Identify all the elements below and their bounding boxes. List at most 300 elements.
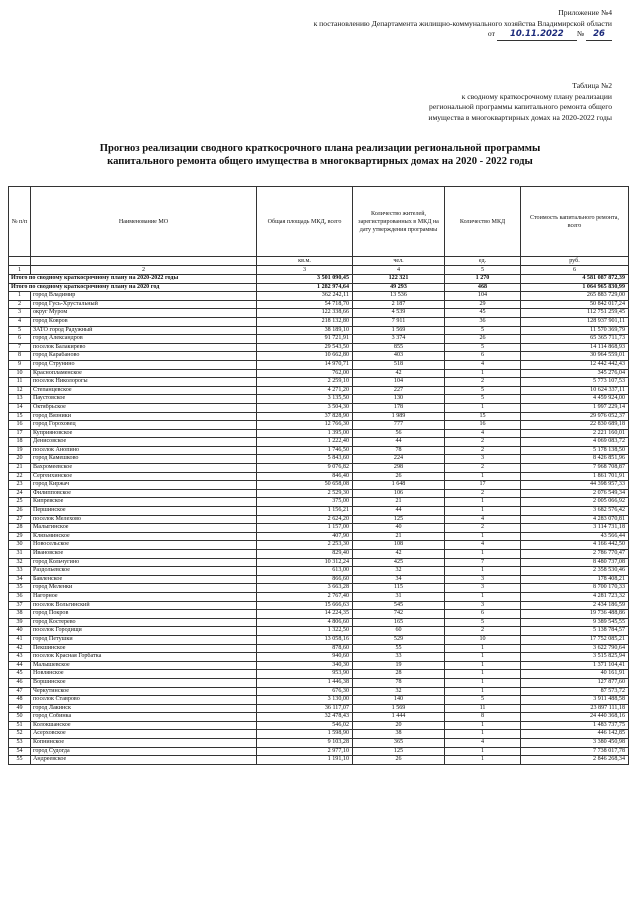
residents-cell: 20 bbox=[353, 721, 445, 730]
col-index: 6 bbox=[521, 266, 629, 275]
unit-residents: чел. bbox=[353, 257, 445, 266]
repair-cost-cell: 50 842 017,24 bbox=[521, 300, 629, 309]
table-row bbox=[9, 644, 629, 653]
municipality-name: город Гороховец bbox=[31, 421, 257, 430]
municipality-name: Новлянское bbox=[31, 670, 257, 679]
table-row bbox=[9, 687, 629, 696]
row-number: 11 bbox=[9, 378, 31, 387]
residents-cell: 1 444 bbox=[353, 713, 445, 722]
mkd-count-cell: 4 bbox=[445, 739, 521, 748]
table-row bbox=[9, 317, 629, 326]
mkd-count-cell: 17 bbox=[445, 481, 521, 490]
row-number: 3 bbox=[9, 309, 31, 318]
table-row bbox=[9, 661, 629, 670]
unit-cell bbox=[31, 257, 257, 266]
mkd-count-cell: 16 bbox=[445, 421, 521, 430]
mkd-count-cell: 1 bbox=[445, 670, 521, 679]
municipality-name: Черкутинское bbox=[31, 687, 257, 696]
total-area-cell: 15 666,63 bbox=[257, 601, 353, 610]
repair-cost-cell: 17 752 085,21 bbox=[521, 635, 629, 644]
unit-mkd: ед. bbox=[445, 257, 521, 266]
total-area-cell: 676,30 bbox=[257, 687, 353, 696]
municipality-name: Пекшинское bbox=[31, 644, 257, 653]
repair-cost-cell: 9 389 545,55 bbox=[521, 618, 629, 627]
municipality-name: поселок Вольгинский bbox=[31, 601, 257, 610]
mkd-count-cell: 5 bbox=[445, 395, 521, 404]
table-row bbox=[9, 326, 629, 335]
mkd-count-cell: 2 bbox=[445, 446, 521, 455]
mkd-count-cell: 1 bbox=[445, 567, 521, 576]
municipality-name: город Гусь-Хрустальный bbox=[31, 300, 257, 309]
total-area-cell: 613,00 bbox=[257, 567, 353, 576]
total-area-cell: 846,40 bbox=[257, 472, 353, 481]
table-row bbox=[9, 352, 629, 361]
residents-cell: 78 bbox=[353, 678, 445, 687]
residents-cell: 55 bbox=[353, 644, 445, 653]
repair-cost-cell: 2 221 160,01 bbox=[521, 429, 629, 438]
from-label: от bbox=[487, 29, 495, 38]
mkd-count-cell: 3 bbox=[445, 455, 521, 464]
repair-cost-cell: 44 398 957,33 bbox=[521, 481, 629, 490]
table-row bbox=[9, 481, 629, 490]
mkd-count-cell: 1 bbox=[445, 687, 521, 696]
repair-cost-cell: 3 682 576,42 bbox=[521, 507, 629, 516]
repair-cost-cell: 24 440 368,16 bbox=[521, 713, 629, 722]
mkd-count-cell: 8 bbox=[445, 713, 521, 722]
municipality-name: Колокшанское bbox=[31, 721, 257, 730]
municipality-name: Клязьминское bbox=[31, 532, 257, 541]
residents-cell: 1 648 bbox=[353, 481, 445, 490]
municipality-name: Октябрьское bbox=[31, 403, 257, 412]
total-area-cell: 32 478,43 bbox=[257, 713, 353, 722]
mkd-count-cell: 2 bbox=[445, 378, 521, 387]
total-row bbox=[9, 283, 629, 292]
mkd-count-cell: 15 bbox=[445, 412, 521, 421]
row-number: 34 bbox=[9, 575, 31, 584]
total-residents: 122 321 bbox=[353, 275, 445, 284]
municipality-name: поселок Красная Горбатка bbox=[31, 653, 257, 662]
municipality-name: город Струнино bbox=[31, 360, 257, 369]
table-row bbox=[9, 378, 629, 387]
unit-area: кв.м. bbox=[257, 257, 353, 266]
total-area-cell: 2 767,40 bbox=[257, 592, 353, 601]
residents-cell: 3 374 bbox=[353, 335, 445, 344]
total-area-cell: 122 338,66 bbox=[257, 309, 353, 318]
residents-cell: 777 bbox=[353, 421, 445, 430]
col-residents-header: Количество жителей, зарегистрированных в МКД на дату утверждения программы bbox=[353, 187, 445, 257]
table-row bbox=[9, 575, 629, 584]
row-number: 30 bbox=[9, 541, 31, 550]
row-number: 53 bbox=[9, 739, 31, 748]
row-number: 35 bbox=[9, 584, 31, 593]
table-body bbox=[9, 275, 629, 765]
mkd-count-cell: 6 bbox=[445, 610, 521, 619]
table-row bbox=[9, 696, 629, 705]
residents-cell: 529 bbox=[353, 635, 445, 644]
repair-cost-cell: 14 114 868,93 bbox=[521, 343, 629, 352]
total-area-cell: 14 224,35 bbox=[257, 610, 353, 619]
total-area-cell: 3 135,50 bbox=[257, 395, 353, 404]
mkd-count-cell: 1 bbox=[445, 472, 521, 481]
row-number: 54 bbox=[9, 747, 31, 756]
repair-cost-cell: 2 786 770,47 bbox=[521, 550, 629, 559]
repair-cost-cell: 1 861 701,91 bbox=[521, 472, 629, 481]
residents-cell: 518 bbox=[353, 360, 445, 369]
table-note bbox=[428, 81, 612, 123]
residents-cell: 298 bbox=[353, 464, 445, 473]
mkd-count-cell: 5 bbox=[445, 696, 521, 705]
table-row bbox=[9, 446, 629, 455]
decree-date-handwritten: 10.11.2022 bbox=[497, 29, 577, 41]
mkd-count-cell: 36 bbox=[445, 317, 521, 326]
municipality-name: город Киржач bbox=[31, 481, 257, 490]
total-area-cell: 1 598,90 bbox=[257, 730, 353, 739]
total-residents: 49 293 bbox=[353, 283, 445, 292]
table-row bbox=[9, 739, 629, 748]
row-number: 24 bbox=[9, 489, 31, 498]
repair-cost-cell: 4 459 924,00 bbox=[521, 395, 629, 404]
total-cost: 1 064 965 830,99 bbox=[521, 283, 629, 292]
total-area-cell: 1 395,00 bbox=[257, 429, 353, 438]
table-row bbox=[9, 369, 629, 378]
repair-cost-cell: 23 897 111,18 bbox=[521, 704, 629, 713]
total-area-cell: 866,60 bbox=[257, 575, 353, 584]
total-area-cell: 2 253,30 bbox=[257, 541, 353, 550]
residents-cell: 2 187 bbox=[353, 300, 445, 309]
table-row bbox=[9, 335, 629, 344]
document-title-line1: Прогноз реализации сводного краткосрочного плана реализации региональной программы bbox=[99, 143, 541, 154]
col-index: 4 bbox=[353, 266, 445, 275]
col-index: 2 bbox=[31, 266, 257, 275]
table-row bbox=[9, 498, 629, 507]
unit-cell bbox=[9, 257, 31, 266]
repair-cost-cell: 446 142,85 bbox=[521, 730, 629, 739]
residents-cell: 31 bbox=[353, 592, 445, 601]
row-number: 7 bbox=[9, 343, 31, 352]
total-area-cell: 878,60 bbox=[257, 644, 353, 653]
row-number: 2 bbox=[9, 300, 31, 309]
residents-cell: 125 bbox=[353, 747, 445, 756]
municipality-name: поселок Николорогы bbox=[31, 378, 257, 387]
table-row bbox=[9, 464, 629, 473]
residents-cell: 19 bbox=[353, 661, 445, 670]
mkd-count-cell: 5 bbox=[445, 343, 521, 352]
total-area: 3 501 090,45 bbox=[257, 275, 353, 284]
row-number: 26 bbox=[9, 507, 31, 516]
municipality-name: Малышевское bbox=[31, 661, 257, 670]
residents-cell: 44 bbox=[353, 507, 445, 516]
annex-line: к постановлению Департамента жилищно-коммунального хозяйства Владимирской области bbox=[313, 18, 612, 28]
municipality-name: город Судогда bbox=[31, 747, 257, 756]
row-number: 22 bbox=[9, 472, 31, 481]
mkd-count-cell: 1 bbox=[445, 507, 521, 516]
table-row bbox=[9, 558, 629, 567]
mkd-count-cell: 4 bbox=[445, 360, 521, 369]
municipality-name: Раздольевское bbox=[31, 567, 257, 576]
municipality-name: Ивановское bbox=[31, 550, 257, 559]
total-area-cell: 2 529,30 bbox=[257, 489, 353, 498]
municipality-name: ЗАТО город Радужный bbox=[31, 326, 257, 335]
residents-cell: 13 536 bbox=[353, 292, 445, 301]
table-row bbox=[9, 670, 629, 679]
municipality-name: поселок Мелехово bbox=[31, 515, 257, 524]
residents-cell: 40 bbox=[353, 524, 445, 533]
residents-cell: 165 bbox=[353, 618, 445, 627]
table-row bbox=[9, 678, 629, 687]
repair-cost-cell: 127 877,60 bbox=[521, 678, 629, 687]
residents-cell: 545 bbox=[353, 601, 445, 610]
row-number: 47 bbox=[9, 687, 31, 696]
row-number: 44 bbox=[9, 661, 31, 670]
total-label: Итого по сводному краткосрочному плану на 2020 год bbox=[9, 283, 257, 292]
mkd-count-cell: 29 bbox=[445, 300, 521, 309]
residents-cell: 224 bbox=[353, 455, 445, 464]
municipality-name: город Лакинск bbox=[31, 704, 257, 713]
repair-cost-cell: 22 830 689,18 bbox=[521, 421, 629, 430]
mkd-count-cell: 2 bbox=[445, 627, 521, 636]
table-row bbox=[9, 403, 629, 412]
repair-cost-cell: 8 426 851,96 bbox=[521, 455, 629, 464]
row-number: 52 bbox=[9, 730, 31, 739]
total-area-cell: 9 076,82 bbox=[257, 464, 353, 473]
repair-cost-cell: 8 700 170,33 bbox=[521, 584, 629, 593]
repair-cost-cell: 1 371 104,41 bbox=[521, 661, 629, 670]
total-area-cell: 14 970,71 bbox=[257, 360, 353, 369]
row-number: 33 bbox=[9, 567, 31, 576]
mkd-count-cell: 4 bbox=[445, 429, 521, 438]
table-row bbox=[9, 721, 629, 730]
mkd-count-cell: 3 bbox=[445, 584, 521, 593]
col-area-header: Общая площадь МКД, всего bbox=[257, 187, 353, 257]
total-area-cell: 340,30 bbox=[257, 661, 353, 670]
forecast-table bbox=[8, 186, 629, 765]
table-row bbox=[9, 438, 629, 447]
row-number: 21 bbox=[9, 464, 31, 473]
repair-cost-cell: 10 624 337,11 bbox=[521, 386, 629, 395]
total-row bbox=[9, 275, 629, 284]
repair-cost-cell: 2 846 268,34 bbox=[521, 756, 629, 765]
total-area-cell: 38 189,10 bbox=[257, 326, 353, 335]
municipality-name: город Меленки bbox=[31, 584, 257, 593]
mkd-count-cell: 2 bbox=[445, 438, 521, 447]
row-number: 19 bbox=[9, 446, 31, 455]
row-number: 38 bbox=[9, 610, 31, 619]
row-number: 8 bbox=[9, 352, 31, 361]
total-area-cell: 50 658,08 bbox=[257, 481, 353, 490]
mkd-count-cell: 1 bbox=[445, 592, 521, 601]
mkd-count-cell: 1 bbox=[445, 653, 521, 662]
table-row bbox=[9, 292, 629, 301]
total-area-cell: 407,90 bbox=[257, 532, 353, 541]
table-row bbox=[9, 395, 629, 404]
table-row bbox=[9, 386, 629, 395]
row-number: 15 bbox=[9, 412, 31, 421]
row-number: 49 bbox=[9, 704, 31, 713]
table-row bbox=[9, 550, 629, 559]
total-mkd: 468 bbox=[445, 283, 521, 292]
mkd-count-cell: 1 bbox=[445, 644, 521, 653]
total-area-cell: 36 117,07 bbox=[257, 704, 353, 713]
municipality-name: город Вязники bbox=[31, 412, 257, 421]
municipality-name: Воршинское bbox=[31, 678, 257, 687]
repair-cost-cell: 178 408,21 bbox=[521, 575, 629, 584]
table-row bbox=[9, 618, 629, 627]
municipality-name: Кипревское bbox=[31, 498, 257, 507]
table-note-title: Таблица №2 bbox=[572, 81, 612, 90]
table-row bbox=[9, 421, 629, 430]
total-area-cell: 375,00 bbox=[257, 498, 353, 507]
residents-cell: 106 bbox=[353, 489, 445, 498]
mkd-count-cell: 2 bbox=[445, 524, 521, 533]
residents-cell: 34 bbox=[353, 575, 445, 584]
row-number: 4 bbox=[9, 317, 31, 326]
table-row bbox=[9, 343, 629, 352]
repair-cost-cell: 4 166 442,50 bbox=[521, 541, 629, 550]
decree-date-line bbox=[314, 29, 612, 41]
municipality-name: Сергеихинское bbox=[31, 472, 257, 481]
total-area-cell: 37 828,90 bbox=[257, 412, 353, 421]
residents-cell: 32 bbox=[353, 687, 445, 696]
repair-cost-cell: 3 622 790,64 bbox=[521, 644, 629, 653]
mkd-count-cell: 5 bbox=[445, 326, 521, 335]
total-area-cell: 29 543,50 bbox=[257, 343, 353, 352]
row-number: 51 bbox=[9, 721, 31, 730]
repair-cost-cell: 5 773 107,53 bbox=[521, 378, 629, 387]
municipality-name: город Владимир bbox=[31, 292, 257, 301]
total-area-cell: 54 718,70 bbox=[257, 300, 353, 309]
table-row bbox=[9, 713, 629, 722]
mkd-count-cell: 1 bbox=[445, 661, 521, 670]
mkd-count-cell: 7 bbox=[445, 558, 521, 567]
repair-cost-cell: 40 161,91 bbox=[521, 670, 629, 679]
municipality-name: Асерховское bbox=[31, 730, 257, 739]
table-row bbox=[9, 507, 629, 516]
repair-cost-cell: 7 968 708,87 bbox=[521, 464, 629, 473]
mkd-count-cell: 1 bbox=[445, 756, 521, 765]
municipality-name: Нагорное bbox=[31, 592, 257, 601]
residents-cell: 1 569 bbox=[353, 326, 445, 335]
municipality-name: поселок Городищи bbox=[31, 627, 257, 636]
table-row bbox=[9, 747, 629, 756]
table-row bbox=[9, 610, 629, 619]
municipality-name: Степанцевское bbox=[31, 386, 257, 395]
mkd-count-cell: 3 bbox=[445, 575, 521, 584]
table-row bbox=[9, 455, 629, 464]
row-number: 36 bbox=[9, 592, 31, 601]
residents-cell: 4 539 bbox=[353, 309, 445, 318]
total-area-cell: 546,02 bbox=[257, 721, 353, 730]
repair-cost-cell: 4 281 723,32 bbox=[521, 592, 629, 601]
row-number: 16 bbox=[9, 421, 31, 430]
municipality-name: Новосельское bbox=[31, 541, 257, 550]
mkd-count-cell: 1 bbox=[445, 730, 521, 739]
table-note-line2: региональной программы капитального ремонта общего bbox=[429, 102, 612, 111]
table-row bbox=[9, 592, 629, 601]
row-number: 13 bbox=[9, 395, 31, 404]
residents-cell: 178 bbox=[353, 403, 445, 412]
row-number: 50 bbox=[9, 713, 31, 722]
row-number: 37 bbox=[9, 601, 31, 610]
row-number: 41 bbox=[9, 635, 31, 644]
col-num-header: № п/п bbox=[9, 187, 31, 257]
mkd-count-cell: 1 bbox=[445, 550, 521, 559]
row-number: 14 bbox=[9, 403, 31, 412]
repair-cost-cell: 4 283 070,81 bbox=[521, 515, 629, 524]
row-number: 9 bbox=[9, 360, 31, 369]
mkd-count-cell: 10 bbox=[445, 635, 521, 644]
mkd-count-cell: 4 bbox=[445, 515, 521, 524]
row-number: 31 bbox=[9, 550, 31, 559]
total-area-cell: 1 322,50 bbox=[257, 627, 353, 636]
total-area: 1 282 974,64 bbox=[257, 283, 353, 292]
row-number: 39 bbox=[9, 618, 31, 627]
residents-cell: 21 bbox=[353, 498, 445, 507]
repair-cost-cell: 2 358 530,46 bbox=[521, 567, 629, 576]
municipality-name: город Ковров bbox=[31, 317, 257, 326]
table-row bbox=[9, 412, 629, 421]
table-row bbox=[9, 515, 629, 524]
residents-cell: 742 bbox=[353, 610, 445, 619]
residents-cell: 42 bbox=[353, 550, 445, 559]
total-area-cell: 4 271,20 bbox=[257, 386, 353, 395]
municipality-name: город Костерево bbox=[31, 618, 257, 627]
mkd-count-cell: 1 bbox=[445, 369, 521, 378]
total-area-cell: 829,40 bbox=[257, 550, 353, 559]
table-row bbox=[9, 627, 629, 636]
table-row bbox=[9, 653, 629, 662]
residents-cell: 855 bbox=[353, 343, 445, 352]
table-row bbox=[9, 584, 629, 593]
row-number: 43 bbox=[9, 653, 31, 662]
table-row bbox=[9, 309, 629, 318]
residents-cell: 1 569 bbox=[353, 704, 445, 713]
repair-cost-cell: 3 515 825,94 bbox=[521, 653, 629, 662]
row-number: 48 bbox=[9, 696, 31, 705]
residents-cell: 78 bbox=[353, 446, 445, 455]
repair-cost-cell: 128 937 901,11 bbox=[521, 317, 629, 326]
residents-cell: 403 bbox=[353, 352, 445, 361]
col-cost-header: Стоимость капитального ремонта, всего bbox=[521, 187, 629, 257]
repair-cost-cell: 12 442 442,43 bbox=[521, 360, 629, 369]
residents-cell: 125 bbox=[353, 515, 445, 524]
municipality-name: Копнинское bbox=[31, 739, 257, 748]
col-index: 5 bbox=[445, 266, 521, 275]
municipality-name: город Собинка bbox=[31, 713, 257, 722]
mkd-count-cell: 26 bbox=[445, 335, 521, 344]
column-index-row bbox=[9, 266, 629, 275]
repair-cost-cell: 2 434 186,59 bbox=[521, 601, 629, 610]
repair-cost-cell: 345 276,04 bbox=[521, 369, 629, 378]
table-row bbox=[9, 756, 629, 765]
residents-cell: 26 bbox=[353, 756, 445, 765]
total-area-cell: 2 624,20 bbox=[257, 515, 353, 524]
mkd-count-cell: 2 bbox=[445, 489, 521, 498]
col-mkd-header: Количество МКД bbox=[445, 187, 521, 257]
total-area-cell: 1 156,21 bbox=[257, 507, 353, 516]
mkd-count-cell: 45 bbox=[445, 309, 521, 318]
residents-cell: 33 bbox=[353, 653, 445, 662]
table-row bbox=[9, 489, 629, 498]
table-row bbox=[9, 541, 629, 550]
total-area-cell: 1 157,00 bbox=[257, 524, 353, 533]
residents-cell: 60 bbox=[353, 627, 445, 636]
municipality-name: Першинское bbox=[31, 507, 257, 516]
repair-cost-cell: 2 076 549,34 bbox=[521, 489, 629, 498]
municipality-name: Бавленское bbox=[31, 575, 257, 584]
mkd-count-cell: 1 bbox=[445, 747, 521, 756]
residents-cell: 21 bbox=[353, 532, 445, 541]
repair-cost-cell: 11 570 369,79 bbox=[521, 326, 629, 335]
